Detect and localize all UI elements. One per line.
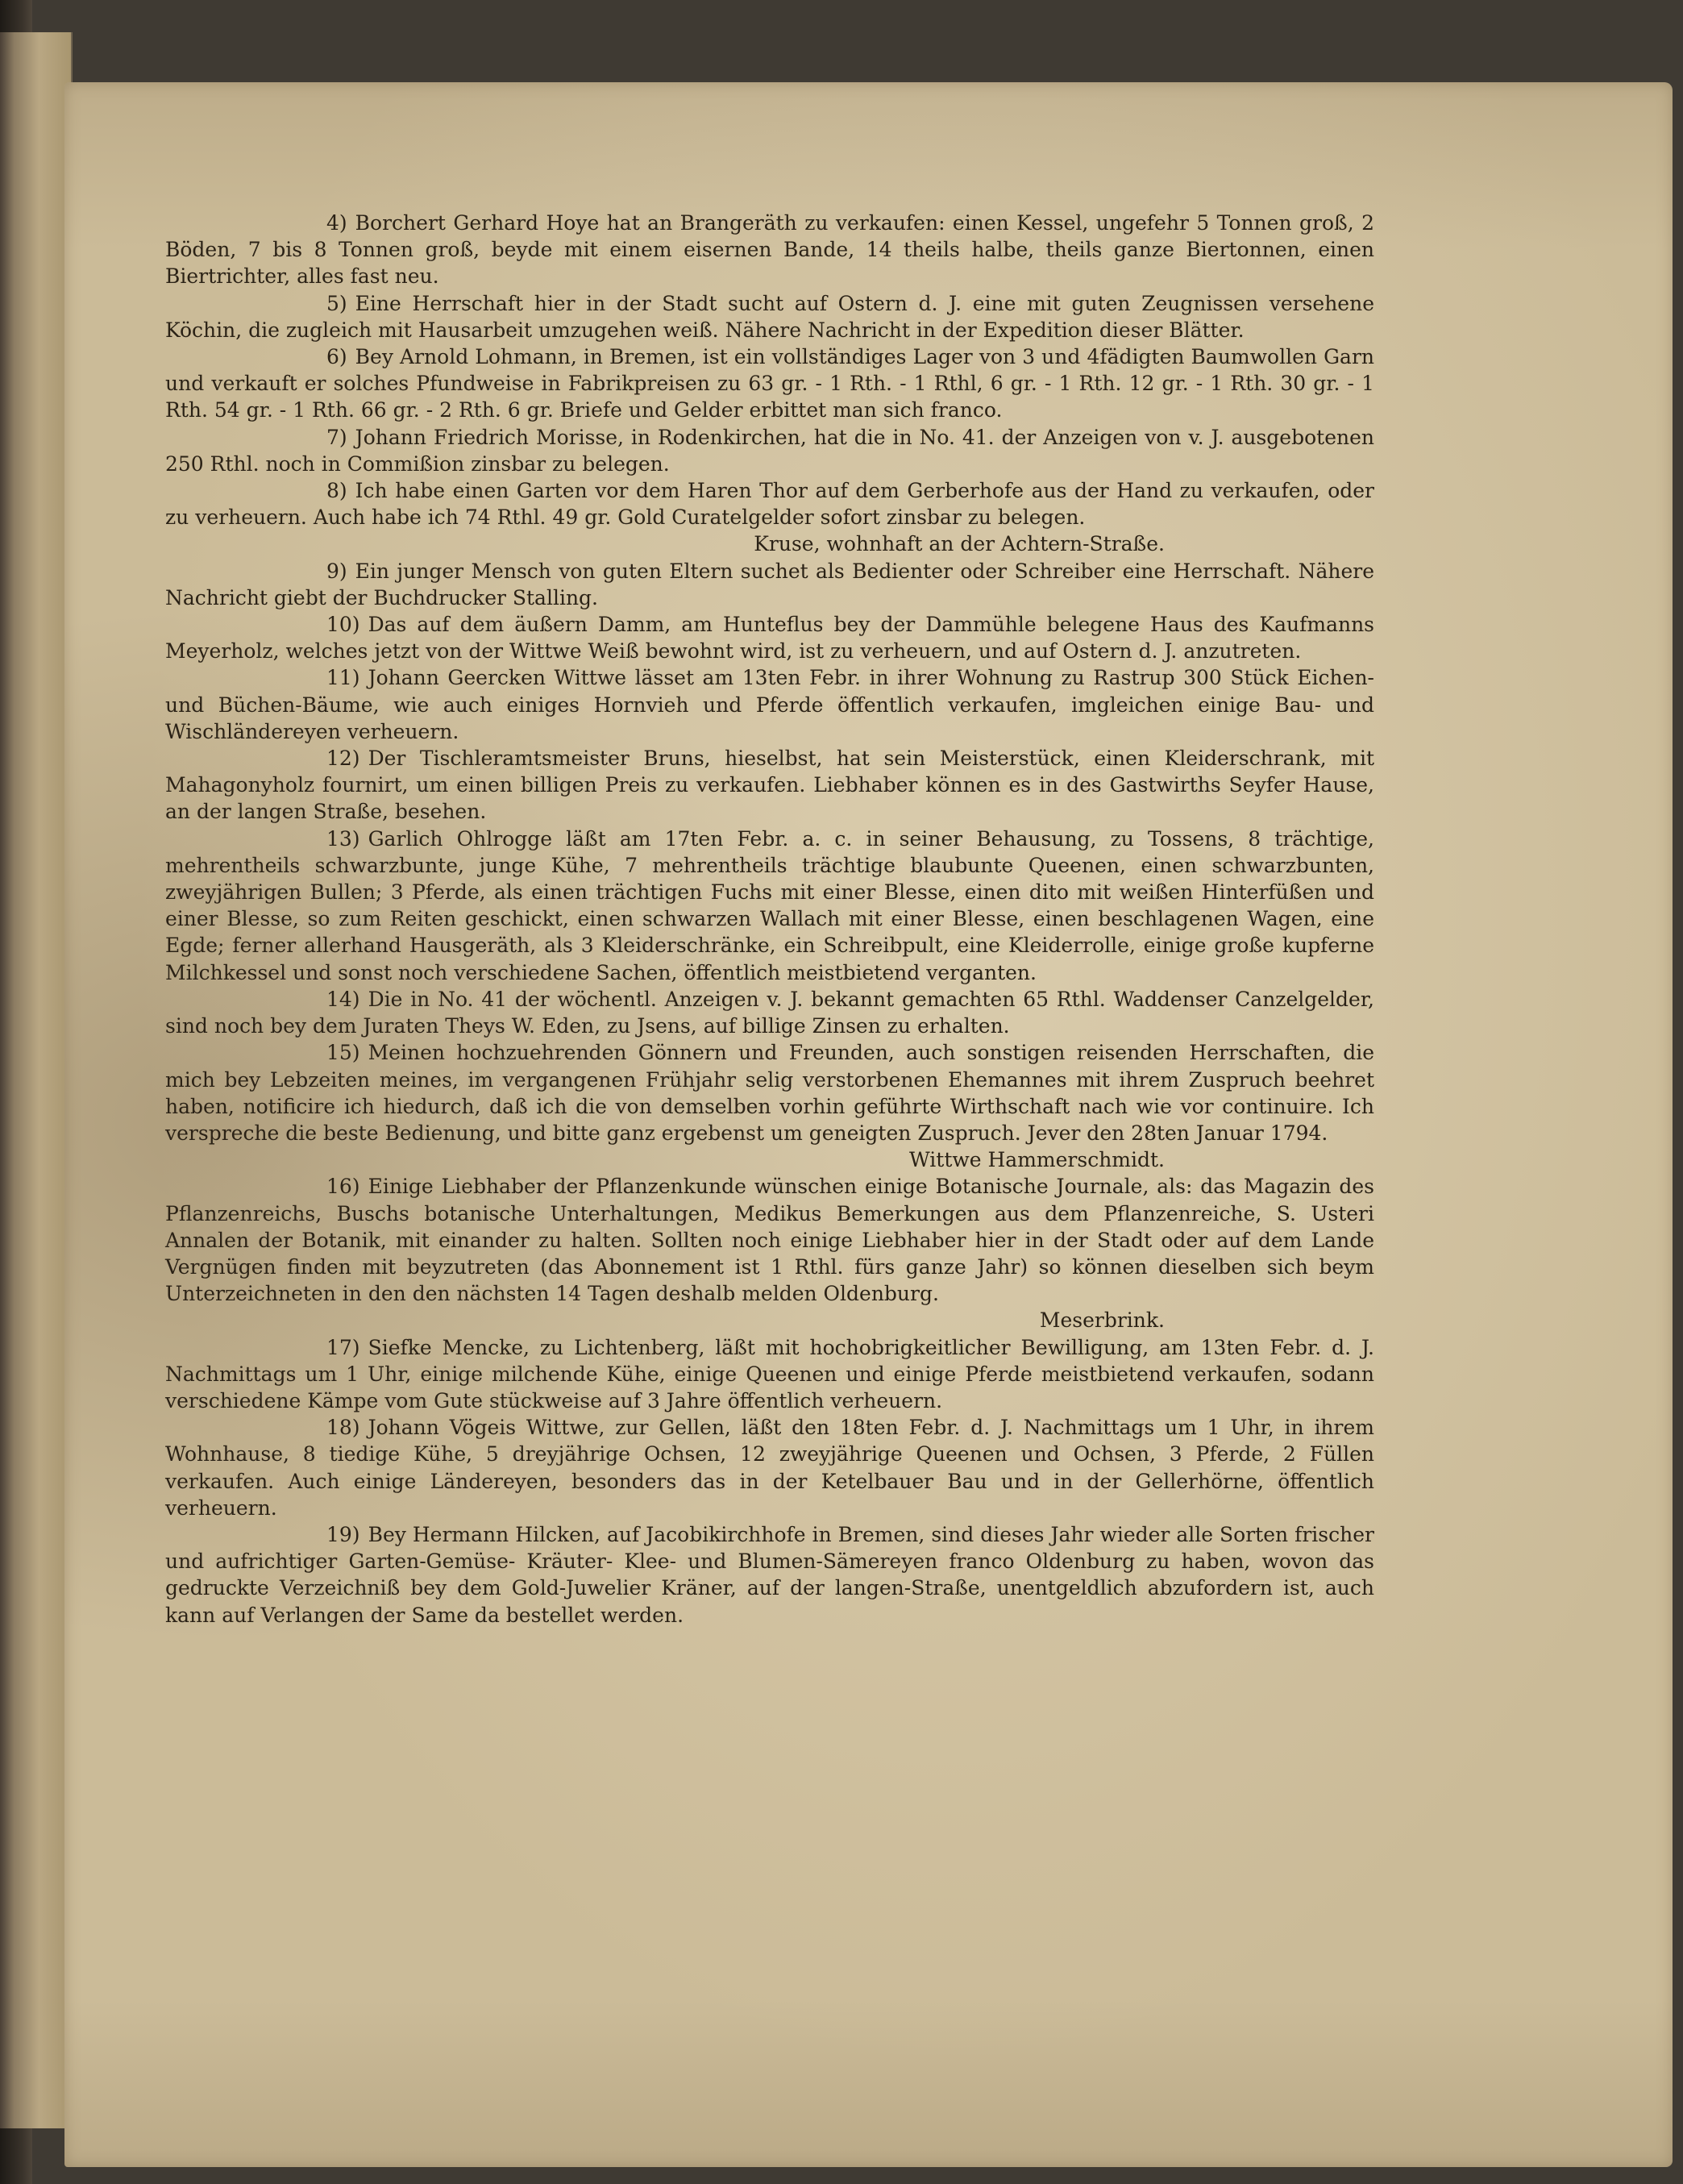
entry-text: Bey Hermann Hilcken, auf Jacobikirchhofe in Bremen, sind dieses Jahr wieder alle Sorten frischer und aufrichtiger Garten-Gemüse- Kräuter- Klee- und Blumen-Sämereyen franco Oldenburg zu haben, wovon das gedruckte Verzeichniß bey dem Gold-Juwelier Kräner, auf der langen-Straße, unentgeldlich abzufordern ist, auch kann auf Verlangen der Same da bestellet werden. (165, 1522, 1374, 1627)
entry-text: Bey Arnold Lohmann, in Bremen, ist ein vollständiges Lager von 3 und 4fädigten Baumwollen Garn und verkauft er solches Pfundweise in Fabrikpreisen zu 63 gr. - 1 Rth. - 1 Rthl, 6 gr. - 1 Rth. 12 gr. - 1 Rth. 30 gr. - 1 Rth. 54 gr. - 1 Rth. 66 gr. - 2 Rth. 6 gr. Briefe und Gelder erbittet man sich franco. (165, 345, 1374, 422)
entry-11 (165, 664, 1374, 745)
entry-number: 12) (326, 747, 360, 771)
entry-12 (165, 745, 1374, 826)
entry-number: 17) (326, 1335, 360, 1359)
entry-19 (165, 1521, 1374, 1629)
entry-15 (165, 1039, 1374, 1146)
entry-number: 7) (326, 425, 347, 449)
entry-9 (165, 558, 1374, 611)
entry-number: 8) (326, 479, 347, 503)
entry-5 (165, 290, 1374, 343)
entry-number: 16) (326, 1175, 360, 1199)
entry-16 (165, 1173, 1374, 1307)
entry-text: Meinen hochzuehrenden Gönnern und Freunden, auch sonstigen reisenden Herrschaften, die mich bey Lebzeiten meines, im vergangenen Frühjahr selig verstorbenen Ehemannes mit ihrem Zuspruch beehret haben, notificire ich hiedurch, daß ich die von demselben vorhin geführte Wirthschaft nach wie vor continuire. Ich verspreche die beste Bedienung, und bitte ganz ergebenst um geneigten Zuspruch. Jever den 28ten Januar 1794. (165, 1041, 1374, 1145)
entry-number: 5) (326, 291, 347, 315)
entry-13 (165, 826, 1374, 986)
entry-18 (165, 1414, 1374, 1521)
entry-8 (165, 477, 1374, 530)
entry-number: 19) (326, 1522, 360, 1546)
entry-text: Ich habe einen Garten vor dem Haren Thor auf dem Gerberhofe aus der Hand zu verkaufen, oder zu verheuern. Auch habe ich 74 Rthl. 49 gr. Gold Curatelgelder sofort zinsbar zu belegen. (165, 479, 1374, 530)
entry-text: Johann Friedrich Morisse, in Rodenkirchen, hat die in No. 41. der Anzeigen von v. J. ausgebotenen 250 Rthl. noch in Commißion zinsbar zu belegen. (165, 425, 1374, 476)
entry-16-signature: Meserbrink. (1039, 1308, 1165, 1333)
entry-text: Borchert Gerhard Hoye hat an Brangeräth zu verkaufen: einen Kessel, ungefehr 5 Tonnen groß, 2 Böden, 7 bis 8 Tonnen groß, beyde mit einem eisernen Bande, 14 theils halbe, theils ganze Biertonnen, einen Biertrichter, alles fast neu. (165, 211, 1374, 289)
entry-text: Garlich Ohlrogge läßt am 17ten Febr. a. c. in seiner Behausung, zu Tossens, 8 trächtige, mehrentheils schwarzbunte, junge Kühe, 7 mehrentheils trächtige blaubunte Queenen, einen schwarzbunten, zweyjährigen Bullen; 3 Pferde, als einen trächtigen Fuchs mit einer Blesse, einen dito mit weißen Hinterfüßen und einer Blesse, so zum Reiten geschickt, einen schwarzen Wallach mit einer Blesse, einen beschlagenen Wagen, eine Egde; ferner allerhand Hausgeräth, als 3 Kleiderschränke, ein Schreibpult, eine Kleiderrolle, einige große kupferne Milchkessel und sonst noch verschiedene Sachen, öffentlich meistbietend verganten. (165, 826, 1374, 984)
entry-text: Das auf dem äußern Damm, am Hunteflus bey der Dammühle belegene Haus des Kaufmanns Meyerholz, welches jetzt von der Wittwe Weiß bewohnt wird, ist zu verheuern, und auf Ostern d. J. anzutreten. (165, 613, 1374, 664)
entry-text: Eine Herrschaft hier in der Stadt sucht auf Ostern d. J. eine mit guten Zeugnissen versehene Köchin, die zugleich mit Hausarbeit umzugehen weiß. Nähere Nachricht in der Expedition dieser Blätter. (165, 291, 1374, 342)
entry-number: 4) (326, 211, 347, 235)
entry-17 (165, 1334, 1374, 1415)
entry-number: 9) (326, 559, 347, 583)
entry-10 (165, 611, 1374, 664)
left-page-edge (0, 32, 73, 2128)
entry-text: Johann Geercken Wittwe lässet am 13ten Febr. in ihrer Wohnung zu Rastrup 300 Stück Eichen- und Büchen-Bäume, wie auch einiges Hornvieh und Pferde öffentlich verkaufen, imgleichen einige Bau- und Wischländereyen verheuern. (165, 666, 1374, 743)
entry-number: 10) (326, 613, 360, 637)
entry-8-signature: Kruse, wohnhaft an der Achtern-Straße. (754, 532, 1165, 556)
entry-number: 15) (326, 1041, 360, 1065)
entry-text: Johann Vögeis Wittwe, zur Gellen, läßt den 18ten Febr. d. J. Nachmittags um 1 Uhr, in ihrem Wohnhause, 8 tiedige Kühe, 5 dreyjährige Ochsen, 12 zweyjährige Queenen und Ochsen, 3 Pferde, 2 Füllen verkaufen. Auch einige Ländereyen, besonders das in der Ketelbauer Bau und in der Gellerhörne, öffentlich verheuern. (165, 1416, 1374, 1520)
entry-15-signature: Wittwe Hammerschmidt. (909, 1148, 1165, 1172)
text-block (165, 210, 1374, 1629)
entry-text: Siefke Mencke, zu Lichtenberg, läßt mit hochobrigkeitlicher Bewilligung, am 13ten Febr. d. J. Nachmittags um 1 Uhr, einige milchende Kühe, einige Queenen und einige Pferde meistbietend verkaufen, sodann verschiedene Kämpe vom Gute stückweise auf 3 Jahre öffentlich verheuern. (165, 1335, 1374, 1412)
entry-6 (165, 343, 1374, 424)
entry-14 (165, 986, 1374, 1039)
entry-text: Die in No. 41 der wöchentl. Anzeigen v. J. bekannt gemachten 65 Rthl. Waddenser Canzelgelder, sind noch bey dem Juraten Theys W. Eden, zu Jsens, auf billige Zinsen zu erhalten. (165, 987, 1374, 1038)
entry-number: 14) (326, 987, 360, 1011)
entry-text: Ein junger Mensch von guten Eltern suchet als Bedienter oder Schreiber eine Herrschaft. Nähere Nachricht giebt der Buchdrucker Stalling. (165, 559, 1374, 609)
entry-number: 6) (326, 345, 347, 369)
entry-number: 18) (326, 1416, 360, 1440)
entry-7 (165, 424, 1374, 477)
entry-number: 13) (326, 826, 360, 851)
entry-number: 11) (326, 666, 360, 690)
entry-text: Der Tischleramtsmeister Bruns, hieselbst, hat sein Meisterstück, einen Kleiderschrank, mit Mahagonyholz fournirt, um einen billigen Preis zu verkaufen. Liebhaber können es in des Gastwirths Seyfer Hause, an der langen Straße, besehen. (165, 747, 1374, 824)
entry-4 (165, 210, 1374, 290)
entry-text: Einige Liebhaber der Pflanzenkunde wünschen einige Botanische Journale, als: das Magazin des Pflanzenreichs, Buschs botanische Unterhaltungen, Medikus Bemerkungen aus dem Pflanzenreiche, S. Usteri Annalen der Botanik, mit einander zu halten. Sollten noch einige Liebhaber hier in der Stadt oder auf dem Lande Vergnügen finden mit beyzutreten (das Abonnement ist 1 Rthl. fürs ganze Jahr) so können dieselben sich beym Unterzeichneten in den den nächsten 14 Tagen deshalb melden Oldenburg. (165, 1175, 1374, 1306)
